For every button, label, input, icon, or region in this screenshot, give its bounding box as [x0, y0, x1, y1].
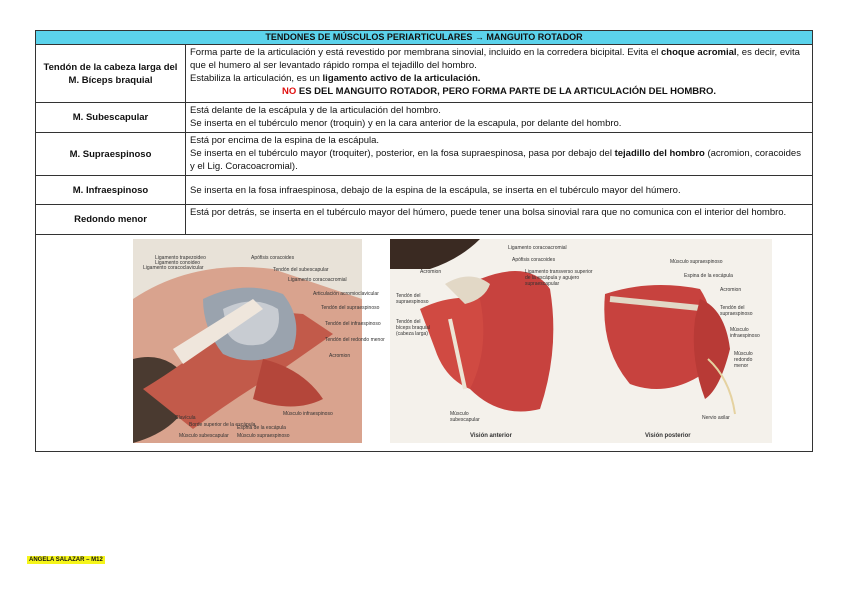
- label: Acromion: [420, 269, 442, 275]
- label: Tendón del redondo menor: [325, 337, 385, 343]
- text: Se inserta en el tubérculo menor (troquin) y en la cara anterior de la escapula, por delante del hombro.: [190, 118, 622, 129]
- label: Ligamento transverso superior de la escápula y agujero supraescapular: [525, 269, 593, 287]
- table-row-redondo-menor: [36, 204, 812, 234]
- text: Está delante de la escápula y de la articulación del hombro.: [190, 105, 441, 116]
- label: Tendón del bíceps braquial (cabeza larga): [396, 319, 430, 337]
- label: Músculo infraespinoso: [730, 327, 760, 339]
- row-description: [186, 133, 812, 175]
- text: , es decir, evita que el humero al ser levantado rápido rompa el tejadillo del hombro.: [190, 47, 800, 71]
- caption: Visión anterior: [470, 433, 512, 439]
- row-description: [186, 103, 812, 132]
- label: Músculo subescapular: [450, 411, 480, 423]
- label: Tendón del supraespinoso: [720, 305, 753, 317]
- table-header-row: [36, 31, 812, 44]
- bold-text: ES DEL MANGUITO ROTADOR, PERO FORMA PARTE DE LA ARTICULACIÓN DEL HOMBRO.: [296, 86, 716, 97]
- text: Se inserta en el tubérculo mayor (troquiter), posterior, en la fosa supraespinosa, pasa por debajo del: [190, 148, 615, 159]
- row-name: Tendón de la cabeza larga del M. Bíceps braquial: [36, 45, 186, 102]
- label: Espina de la escápula: [684, 273, 733, 279]
- label: Tendón del subescapular: [273, 267, 329, 273]
- red-text: NO: [281, 86, 297, 97]
- table-row-supraespinoso: [36, 132, 812, 175]
- table-row-biceps: [36, 44, 812, 102]
- label: Acromion: [720, 287, 742, 293]
- label: Ligamento coracoacromial: [288, 277, 347, 283]
- row-name: Redondo menor: [36, 205, 186, 234]
- row-name: M. Supraespinoso: [36, 133, 186, 175]
- shoulder-illustration-superior: [133, 239, 385, 443]
- label: Ligamento coracoclavicular: [143, 265, 204, 271]
- label: Espina de la escápula: [237, 425, 286, 431]
- label: Músculo supraespinoso: [670, 259, 723, 265]
- label: Ligamento coracoacromial: [508, 245, 567, 251]
- table-row-infraespinoso: [36, 175, 812, 204]
- caption: Visión posterior: [645, 433, 691, 439]
- author-footer: ANGELA SALAZAR – M12: [29, 557, 103, 563]
- label: Apófisis coracoides: [512, 257, 556, 263]
- bold-text: ligamento activo de la articulación.: [322, 73, 481, 84]
- row-description: [186, 45, 812, 102]
- label: Músculo redondo menor: [734, 351, 753, 369]
- text: Estabiliza la articulación, es un: [190, 73, 323, 84]
- label: Borde superior de la escápula: [189, 422, 256, 428]
- label: Tendón del supraespinoso: [396, 293, 429, 305]
- label: Acromion: [329, 353, 351, 359]
- table-title: TENDONES DE MÚSCULOS PERIARTICULARES → MANGUITO ROTADOR: [36, 31, 812, 44]
- label: Nervio axilar: [702, 415, 730, 421]
- label: Apófisis coracoides: [251, 255, 295, 261]
- text: Está por detrás, se inserta en el tubérculo mayor del húmero, puede tener una bolsa sinovial rara que no comunica con el interior del hombro.: [190, 207, 787, 218]
- text: Está por encima de la espina de la escápula.: [190, 135, 380, 146]
- row-name: M. Infraespinoso: [36, 176, 186, 204]
- label: Tendón del supraespinoso: [321, 305, 380, 311]
- label: Ligamento conoideo: [155, 260, 201, 266]
- row-name: M. Subescapular: [36, 103, 186, 132]
- text: (acromion, coracoides y el Lig. Coracoacromial).: [190, 148, 801, 172]
- row-description: [186, 176, 812, 204]
- text: Se inserta en la fosa infraespinosa, debajo de la espina de la escápula, se inserta en el tubérculo mayor del húmero.: [190, 184, 681, 196]
- bold-text: choque acromial: [661, 47, 737, 58]
- label: Músculo infraespinoso: [283, 411, 333, 417]
- bold-text: tejadillo del hombro: [614, 148, 705, 159]
- label: Ligamento trapezoideo: [155, 255, 206, 261]
- anatomy-table: [35, 30, 813, 452]
- illustrations-row: [36, 234, 812, 451]
- label: Articulación acromioclavicular: [313, 291, 379, 297]
- shoulder-illustration-anterior-posterior: [390, 239, 772, 443]
- label: Clavícula: [175, 415, 196, 421]
- label: Tendón del infraespinoso: [325, 321, 381, 327]
- label: Músculo subescapular: [179, 433, 229, 439]
- row-description: [186, 205, 812, 234]
- label: Músculo supraespinoso: [237, 433, 290, 439]
- table-row-subescapular: [36, 102, 812, 132]
- text: Forma parte de la articulación y está revestido por membrana sinovial, incluido en la corredera bicipital. Evita el: [190, 47, 662, 58]
